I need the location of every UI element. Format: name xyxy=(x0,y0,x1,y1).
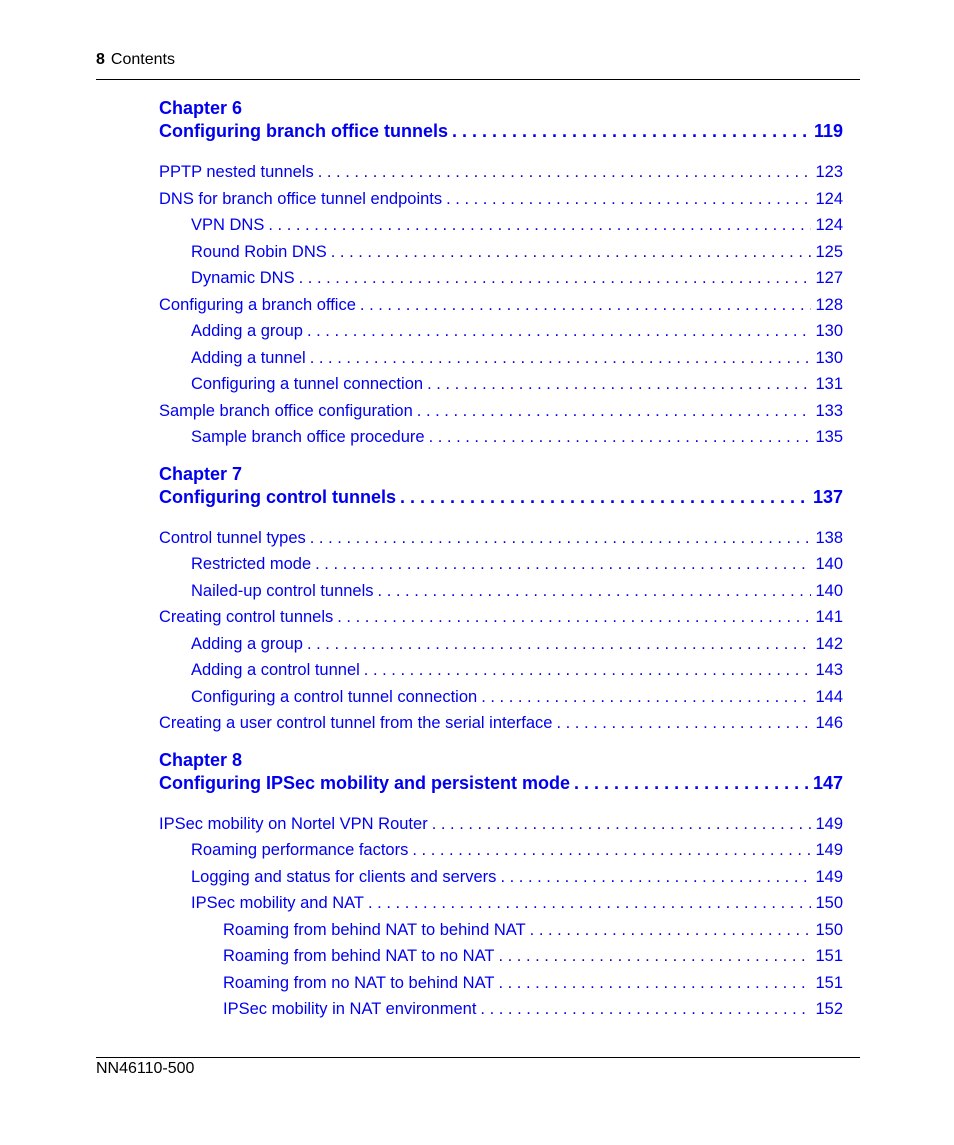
toc-entry-title[interactable]: Round Robin DNS xyxy=(191,242,327,261)
dot-leader xyxy=(378,578,812,605)
dot-leader xyxy=(318,159,812,186)
toc-entry-title[interactable]: Roaming from behind NAT to no NAT xyxy=(223,947,495,965)
dot-leader xyxy=(417,398,812,425)
toc-entry[interactable] xyxy=(159,684,843,711)
toc-entry[interactable] xyxy=(159,864,843,891)
dot-leader xyxy=(307,318,812,345)
chapter-title[interactable]: Configuring IPSec mobility and persistent mode xyxy=(159,772,571,793)
toc-entry-title[interactable]: DNS for branch office tunnel endpoints xyxy=(159,189,443,208)
dot-leader xyxy=(574,772,809,795)
toc-entry[interactable] xyxy=(159,917,843,944)
dot-leader xyxy=(360,292,812,319)
toc-entry[interactable] xyxy=(159,811,843,838)
chapter-label[interactable]: Chapter 6 xyxy=(159,98,243,118)
chapter-heading[interactable] xyxy=(159,463,843,509)
page-number: 8 xyxy=(96,51,105,68)
toc-entry[interactable] xyxy=(159,578,843,605)
toc-entry[interactable] xyxy=(159,710,843,737)
toc-entry-page[interactable]: 138 xyxy=(815,528,843,547)
chapter-page-number[interactable]: 147 xyxy=(812,772,843,793)
toc-entry-page[interactable]: 141 xyxy=(815,608,843,626)
toc-entry-page[interactable]: 149 xyxy=(815,867,843,886)
toc-entry[interactable] xyxy=(159,292,843,319)
chapter-title-link[interactable] xyxy=(159,772,843,795)
toc-entry-title[interactable]: IPSec mobility on Nortel VPN Router xyxy=(159,814,428,833)
toc-entry-title[interactable]: Roaming from behind NAT to behind NAT xyxy=(223,920,526,939)
toc-entry-title[interactable]: IPSec mobility in NAT environment xyxy=(223,1000,477,1018)
toc-entry-title[interactable]: Adding a group xyxy=(191,322,303,340)
dot-leader xyxy=(452,120,810,143)
toc-entry-title[interactable]: Dynamic DNS xyxy=(191,269,295,287)
dot-leader xyxy=(498,970,811,997)
toc-entry[interactable] xyxy=(159,398,843,425)
toc-entry-title[interactable]: Configuring a tunnel connection xyxy=(191,375,424,393)
toc-entry-title[interactable]: Sample branch office configuration xyxy=(159,401,413,420)
toc-entry-title[interactable]: IPSec mobility and NAT xyxy=(191,894,365,912)
dot-leader xyxy=(310,525,812,552)
toc-entry-title[interactable]: Adding a group xyxy=(191,634,303,653)
toc-entry-title[interactable]: Adding a control tunnel xyxy=(191,661,360,679)
dot-leader xyxy=(337,604,811,631)
toc-entry[interactable] xyxy=(159,996,843,1023)
chapter-heading[interactable] xyxy=(159,97,843,143)
dot-leader xyxy=(331,239,812,266)
dot-leader xyxy=(412,837,811,864)
dot-leader xyxy=(500,864,811,891)
toc-entry-title[interactable]: Nailed-up control tunnels xyxy=(191,581,374,600)
chapter-title[interactable]: Configuring branch office tunnels xyxy=(159,121,448,141)
toc-entry[interactable] xyxy=(159,890,843,917)
toc-entry-page[interactable]: 128 xyxy=(815,295,843,314)
toc-entry-page[interactable]: 150 xyxy=(815,920,843,939)
toc-entry-page[interactable]: 149 xyxy=(815,814,843,833)
chapter-page-number[interactable]: 119 xyxy=(813,121,843,141)
page-header xyxy=(96,51,860,80)
toc-entry-title[interactable]: VPN DNS xyxy=(191,216,265,234)
dot-leader xyxy=(498,943,811,970)
toc-entry-title[interactable]: Sample branch office procedure xyxy=(191,428,425,446)
toc-entry-page[interactable]: 133 xyxy=(815,401,843,420)
toc-entry-title[interactable]: Configuring a branch office xyxy=(159,295,356,314)
toc-entry-page[interactable]: 130 xyxy=(815,322,843,340)
toc-entry[interactable] xyxy=(159,943,843,970)
toc-entry-title[interactable]: Configuring a control tunnel connection xyxy=(191,687,478,706)
chapter-label[interactable]: Chapter 8 xyxy=(159,749,243,770)
toc-entry-page[interactable]: 151 xyxy=(815,947,843,965)
dot-leader xyxy=(315,551,811,578)
dot-leader xyxy=(530,917,812,944)
toc-entry-title[interactable]: Roaming from no NAT to behind NAT xyxy=(223,973,495,992)
toc-entry-page[interactable]: 123 xyxy=(815,163,843,181)
dot-leader xyxy=(427,371,811,398)
dot-leader xyxy=(480,996,811,1023)
dot-leader xyxy=(364,657,812,684)
dot-leader xyxy=(310,345,812,372)
toc-entry[interactable] xyxy=(159,318,843,345)
toc-entry-page[interactable]: 135 xyxy=(815,428,843,446)
dot-leader xyxy=(556,710,811,737)
toc-entry-title[interactable]: Logging and status for clients and servers xyxy=(191,867,497,886)
chapter-title-link[interactable] xyxy=(159,486,843,509)
chapter-title-link[interactable] xyxy=(159,120,843,143)
chapter-page-number[interactable]: 137 xyxy=(812,486,843,507)
document-id: NN46110-500 xyxy=(96,1060,195,1077)
dot-leader xyxy=(299,265,812,292)
toc-entry-title[interactable]: Restricted mode xyxy=(191,555,312,573)
toc-entry-page[interactable]: 144 xyxy=(815,687,843,706)
toc-entry-title[interactable]: Control tunnel types xyxy=(159,528,306,547)
header-title: Contents xyxy=(110,51,175,68)
dot-leader xyxy=(429,424,812,451)
toc-entry[interactable] xyxy=(159,551,843,578)
dot-leader xyxy=(481,684,811,711)
toc-entry-page[interactable]: 124 xyxy=(815,189,843,208)
toc-entry[interactable] xyxy=(159,970,843,997)
toc-entry-title[interactable]: Adding a tunnel xyxy=(191,348,306,367)
toc-entry-page[interactable]: 131 xyxy=(815,375,843,393)
toc-entry-title[interactable]: Roaming performance factors xyxy=(191,841,409,859)
toc-entry-title[interactable]: Creating a user control tunnel from the serial interface xyxy=(159,714,553,732)
toc-entry[interactable] xyxy=(159,212,843,239)
toc-entry[interactable] xyxy=(159,371,843,398)
toc-entry-page[interactable]: 142 xyxy=(815,634,843,653)
dot-leader xyxy=(268,212,811,239)
toc-entry-page[interactable]: 150 xyxy=(815,894,843,912)
toc-entry-page[interactable]: 125 xyxy=(815,242,843,261)
dot-leader xyxy=(432,811,812,838)
dot-leader xyxy=(446,186,811,213)
toc-entry[interactable] xyxy=(159,525,843,552)
toc-entry-page[interactable]: 149 xyxy=(815,841,843,859)
toc-entry-page[interactable]: 152 xyxy=(815,1000,843,1018)
toc-entry-page[interactable]: 127 xyxy=(815,269,843,287)
toc-entry[interactable] xyxy=(159,186,843,213)
toc-entry[interactable] xyxy=(159,837,843,864)
chapter-title[interactable]: Configuring control tunnels xyxy=(159,486,396,507)
dot-leader xyxy=(368,890,811,917)
toc-entry-title[interactable]: PPTP nested tunnels xyxy=(159,163,314,181)
toc-entry-title[interactable]: Creating control tunnels xyxy=(159,608,334,626)
toc-entry[interactable] xyxy=(159,424,843,451)
toc-entry-page[interactable]: 124 xyxy=(815,216,843,234)
toc-entry[interactable] xyxy=(159,159,843,186)
toc-entry[interactable] xyxy=(159,631,843,658)
toc-entry[interactable] xyxy=(159,604,843,631)
toc-entry[interactable] xyxy=(159,239,843,266)
dot-leader xyxy=(307,631,812,658)
toc-entry[interactable] xyxy=(159,265,843,292)
toc-entry-page[interactable]: 140 xyxy=(815,555,843,573)
toc-entry-page[interactable]: 143 xyxy=(815,661,843,679)
dot-leader xyxy=(400,486,809,509)
toc-entry-page[interactable]: 146 xyxy=(815,714,843,732)
page-footer xyxy=(96,1057,860,1078)
chapter-heading[interactable] xyxy=(159,749,843,795)
toc-entry[interactable] xyxy=(159,657,843,684)
toc-entry[interactable] xyxy=(159,345,843,372)
toc-entry-page[interactable]: 130 xyxy=(815,348,843,367)
table-of-contents xyxy=(159,97,843,1023)
toc-entry-page[interactable]: 140 xyxy=(815,581,843,600)
chapter-label[interactable]: Chapter 7 xyxy=(159,463,243,484)
toc-entry-page[interactable]: 151 xyxy=(815,973,843,992)
